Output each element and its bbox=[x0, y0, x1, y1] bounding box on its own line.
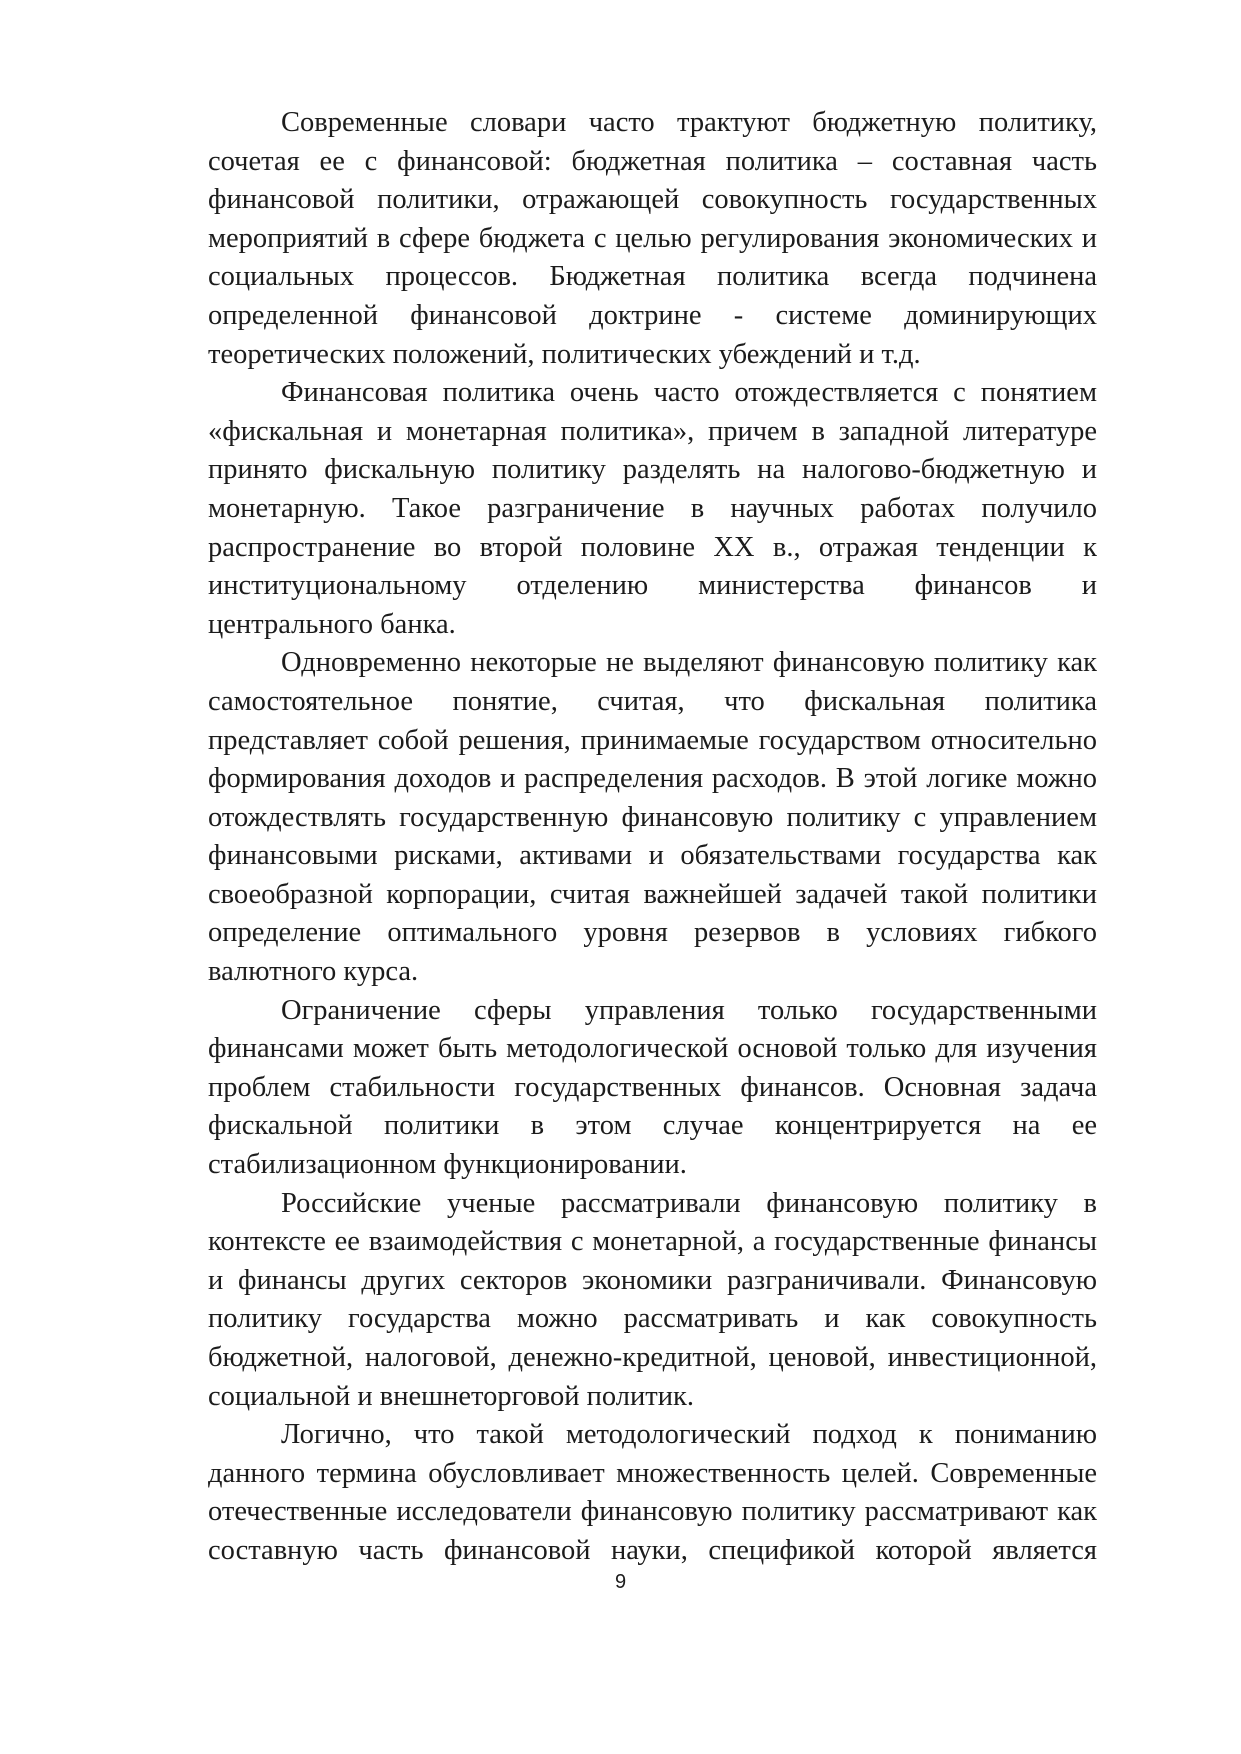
paragraph-methodological-approach: Логично, что такой методологический подход к пониманию данного термина обусловливает множественность целей. Современные отечественные исследователи финансовую политику рассматривают как составную часть финансовой науки, спецификой которой является bbox=[208, 1419, 1097, 1566]
paragraph-public-finance-stability: Ограничение сферы управления только государственными финансами может быть методологической основой только для изучения проблем стабильности государственных финансов. Основная задача фискальной политики в этом случае концентрируется на ее стабилизационном функционировании. bbox=[208, 994, 1097, 1181]
page-body bbox=[208, 104, 1097, 1571]
page-number: 9 bbox=[614, 1571, 627, 1593]
paragraph-fiscal-monetary: Финансовая политика очень часто отождествляется с понятием «фискальная и монетарная политика», причем в западной литературе принято фискальную политику разделять на налогово-бюджетную и монетарную. Такое разграничение в научных работах получило распространение во второй половине XX в., отражая тенденции к институциональному отделению министерства финансов и центрального банка. bbox=[208, 377, 1097, 640]
paragraph-fiscal-decisions: Одновременно некоторые не выделяют финансовую политику как самостоятельное понятие, считая, что фискальная политика представляет собой решения, принимаемые государством относительно формирования доходов и распределения расходов. В этой логике можно отождествлять государственную финансовую политику с управлением финансовыми рисками, активами и обязательствами государства как своеобразной корпорации, считая важнейшей задачей такой политики определение оптимального уровня резервов в условиях гибкого валютного курса. bbox=[208, 647, 1097, 988]
paragraph-budget-policy: Современные словари часто трактуют бюджетную политику, сочетая ее с финансовой: бюджетная политика – составная часть финансовой политики, отражающей совокупность государственных мероприятий в сфере бюджета с целью регулирования экономических и социальных процессов. Бюджетная политика всегда подчинена определенной финансовой доктрине - системе доминирующих теоретических положений, политических убеждений и т.д. bbox=[208, 107, 1097, 370]
paragraph-russian-scholars: Российские ученые рассматривали финансовую политику в контексте ее взаимодействия с монетарной, а государственные финансы и финансы других секторов экономики разграничивали. Финансовую политику государства можно рассматривать и как совокупность бюджетной, налоговой, денежно-кредитной, ценовой, инвестиционной, социальной и внешнеторговой политик. bbox=[208, 1187, 1097, 1412]
